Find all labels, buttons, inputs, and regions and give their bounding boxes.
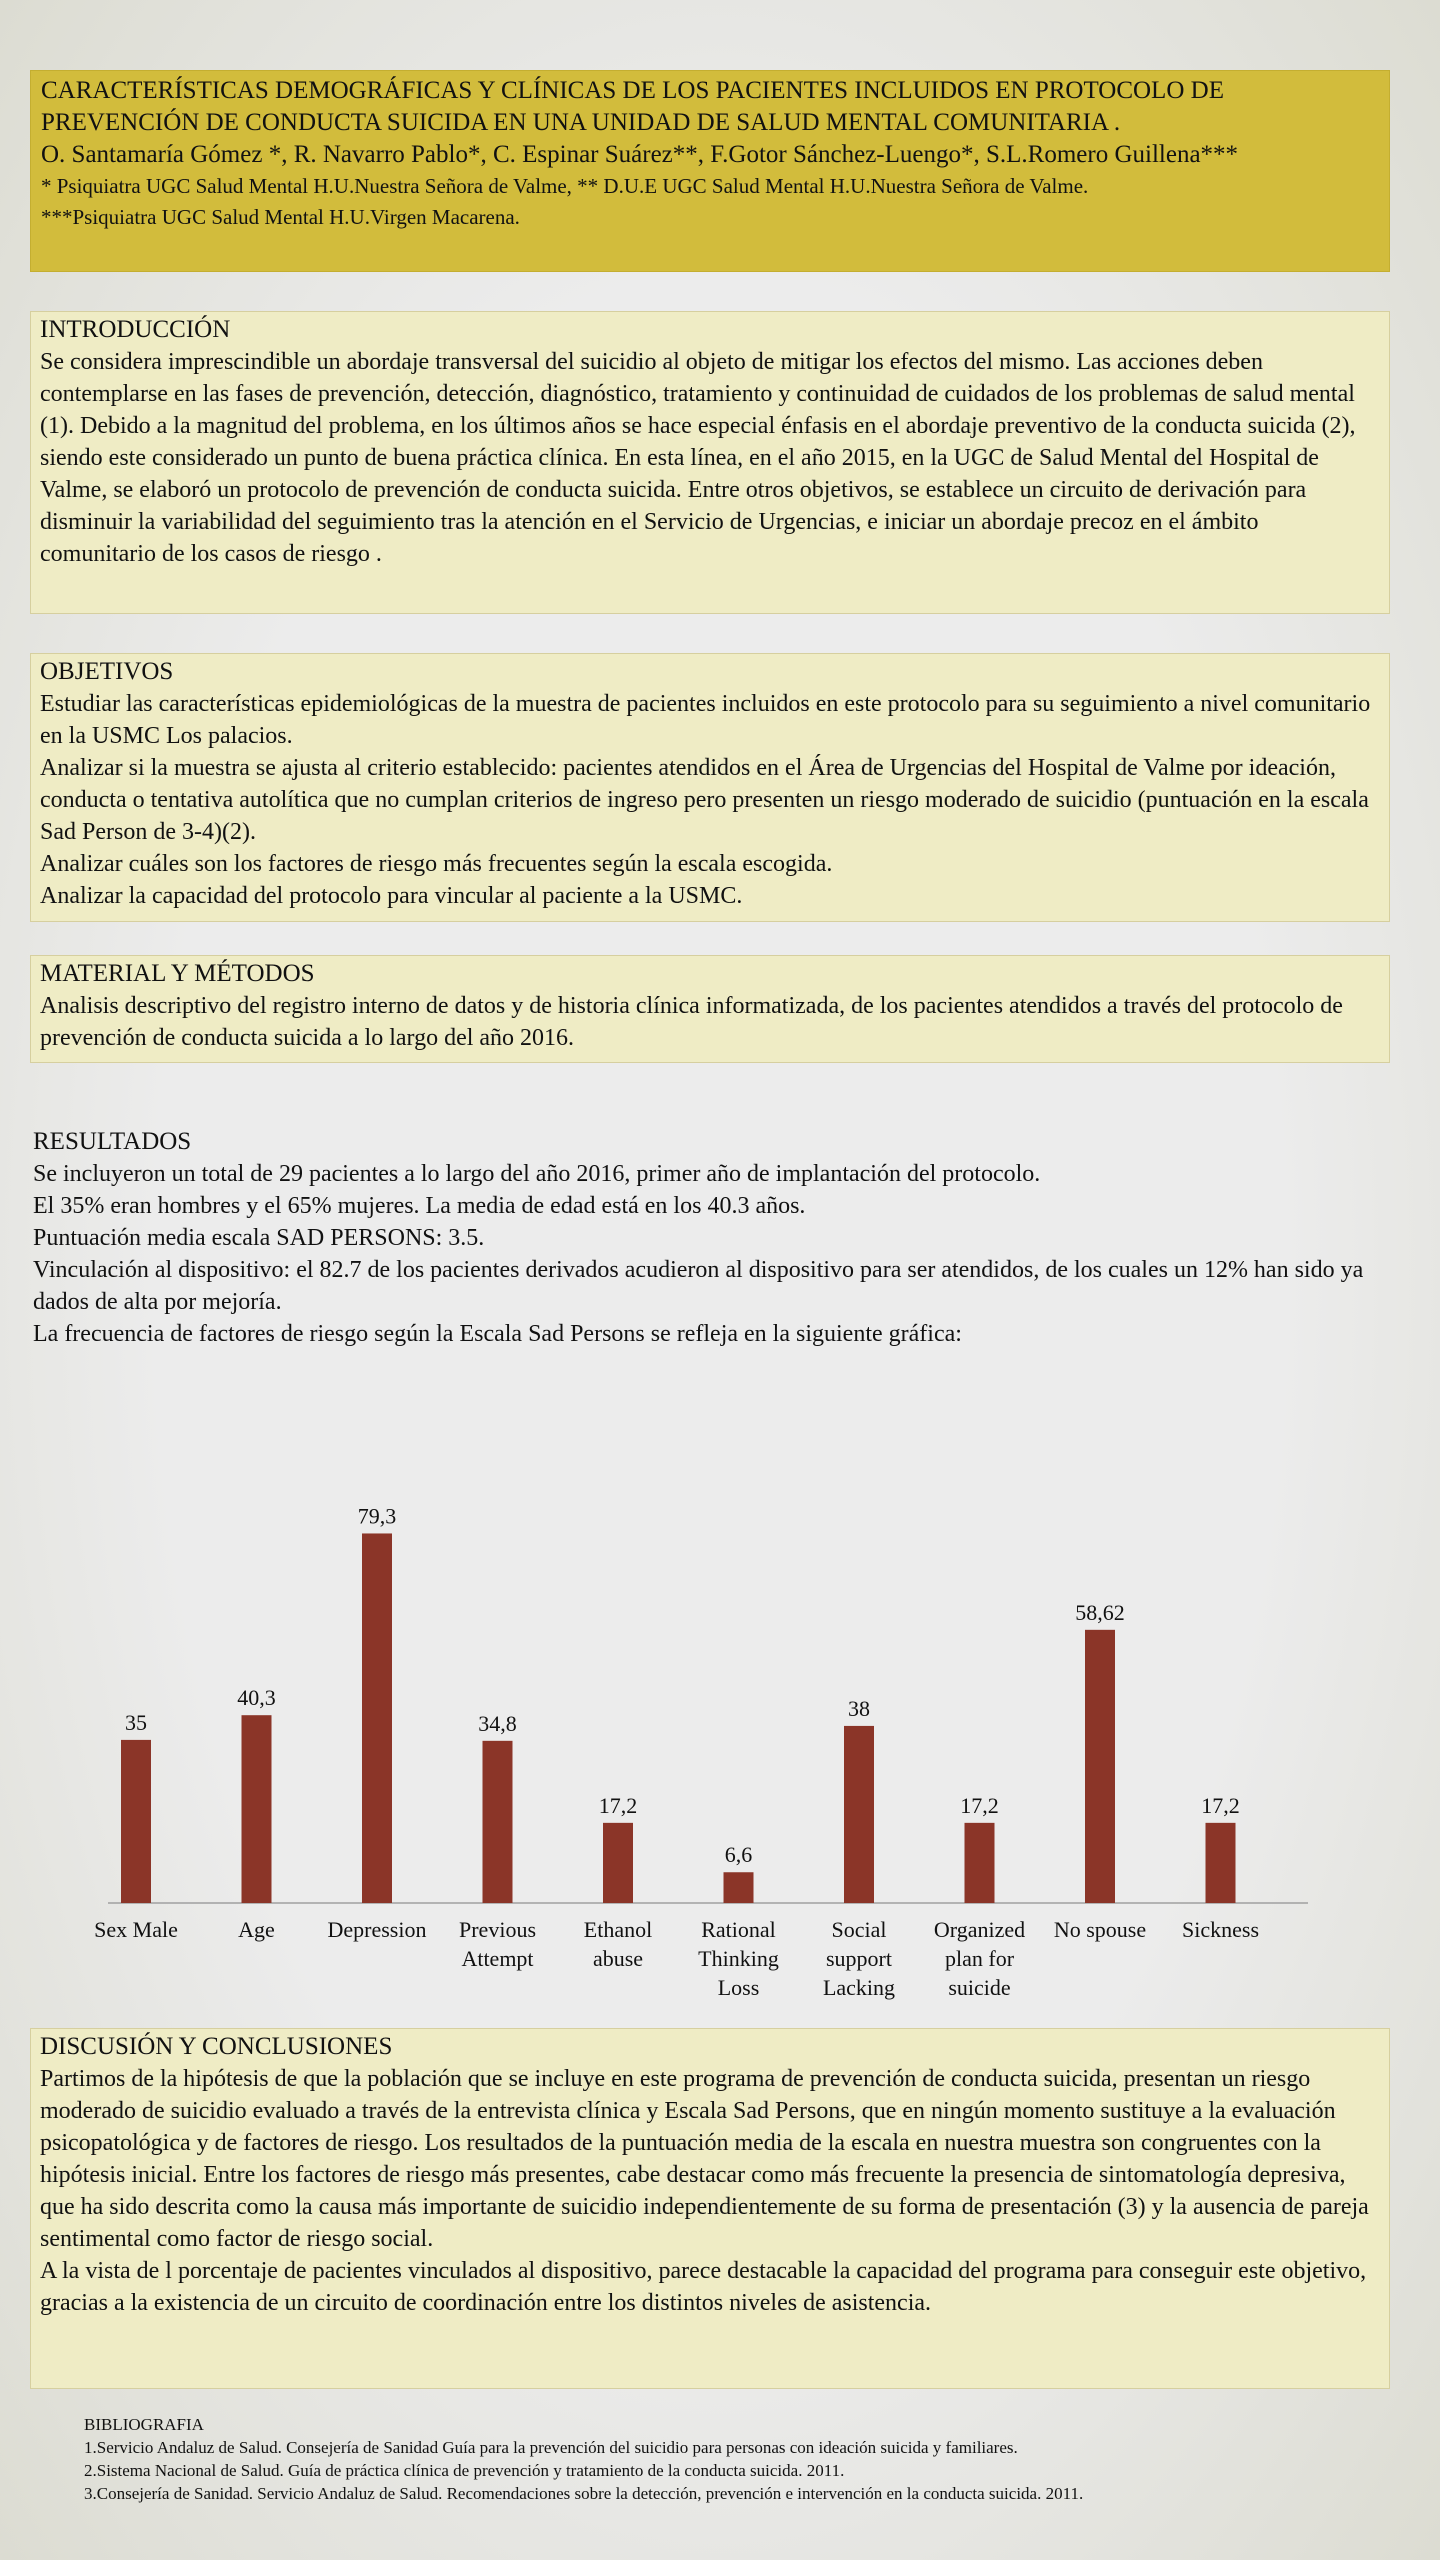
results-line: La frecuencia de factores de riesgo según la Escala Sad Persons se refleja en la siguiente gráfica: — [33, 1321, 962, 1347]
affiliation-2: ***Psiquiatra UGC Salud Mental H.U.Virgen Macarena. — [41, 205, 520, 229]
results-line: El 35% eran hombres y el 65% mujeres. La media de edad está en los 40.3 años. — [33, 1193, 806, 1219]
bar — [1085, 1630, 1115, 1903]
objectives-heading: OBJETIVOS — [40, 658, 174, 685]
data-label: 17,2 — [598, 1792, 638, 1818]
bar — [1206, 1823, 1236, 1903]
category-label: Sickness — [1182, 1917, 1259, 1942]
authors: O. Santamaría Gómez *, R. Navarro Pablo*, C. Espinar Suárez**, F.Gotor Sánchez-Luengo*, S.L.Romero Guillena*** — [41, 141, 1239, 168]
introduction-heading: INTRODUCCIÓN — [40, 316, 231, 343]
results-line: Vinculación al dispositivo: el 82.7 de los pacientes derivados acudieron al dispositivo para ser atendidos, de los cuales un 12% han sido ya dados de alta por mejoría. — [33, 1257, 1364, 1315]
objectives-section — [30, 653, 1390, 922]
bar — [603, 1823, 633, 1903]
bar — [483, 1741, 513, 1903]
objective-item: Analizar la capacidad del protocolo para vincular al paciente a la USMC. — [40, 883, 743, 909]
data-label: 35 — [125, 1709, 147, 1735]
discussion-heading: DISCUSIÓN Y CONCLUSIONES — [40, 2033, 393, 2060]
category-label: Depression — [327, 1917, 427, 1942]
data-label: 79,3 — [357, 1503, 397, 1529]
category-label: Rational Thinking Loss — [698, 1917, 779, 2000]
category-label: Sex Male — [94, 1917, 178, 1942]
poster-title: CARACTERÍSTICAS DEMOGRÁFICAS Y CLÍNICAS DE LOS PACIENTES INCLUIDOS EN PROTOCOLO DE PREVENCIÓN DE CONDUCTA SUICIDA EN UNA UNIDAD DE SALUD MENTAL COMUNITARIA . — [41, 77, 1224, 136]
category-label: Social support Lacking — [822, 1917, 896, 2000]
methods-text: Analisis descriptivo del registro interno de datos y de historia clínica informatizada, de los pacientes atendidos a través del protocolo de prevención de conducta suicida a lo largo del año 2016. — [40, 993, 1343, 1051]
category-label: No spouse — [1053, 1917, 1147, 1942]
results-line: Puntuación media escala SAD PERSONS: 3.5. — [33, 1225, 485, 1251]
discussion-paragraph-2: A la vista de l porcentaje de pacientes vinculados al dispositivo, parece destacable la capacidad del programa para conseguir este objetivo, gracias a la existencia de un circuito de coordinación entre los distintos niveles de asistencia. — [40, 2258, 1367, 2316]
results-line: Se incluyeron un total de 29 pacientes a lo largo del año 2016, primer año de implantación del protocolo. — [33, 1161, 1041, 1187]
category-label: Age — [238, 1917, 275, 1942]
discussion-section — [30, 2028, 1390, 2389]
methods-section — [30, 955, 1390, 1063]
bibliography-heading: BIBLIOGRAFIA — [84, 2415, 204, 2434]
bar — [121, 1740, 151, 1903]
data-label: 6,6 — [724, 1842, 753, 1868]
data-label: 34,8 — [478, 1710, 517, 1736]
data-label: 40,3 — [237, 1685, 276, 1711]
data-label: 38 — [848, 1695, 870, 1721]
data-label: 17,2 — [960, 1792, 999, 1818]
category-label: Organized plan for suicide — [933, 1917, 1026, 2000]
bar — [362, 1533, 392, 1903]
bar — [724, 1872, 754, 1903]
reference-item: 3.Consejería de Sanidad. Servicio Andaluz de Salud. Recomendaciones sobre la detección, prevención e intervención en la conducta suicida. 2011. — [84, 2484, 1084, 2503]
bar — [844, 1726, 874, 1903]
risk-factor-bar-chart — [0, 1440, 1440, 2030]
category-label: Previous Attempt — [459, 1917, 536, 1971]
data-label: 17,2 — [1201, 1792, 1240, 1818]
results-heading: RESULTADOS — [33, 1128, 192, 1155]
discussion-paragraph-1: Partimos de la hipótesis de que la población que se incluye en este programa de prevención de conducta suicida, presentan un riesgo moderado de suicidio evaluado a través de la entrevista clínica y Escala Sad Persons, que en ningún momento sustituye a la evaluación psicopatológica y de factores de riesgo. Los resultados de la puntuación media de la escala en nuestra muestra son congruentes con la hipótesis inicial. Entre los factores de riesgo más presentes, cabe destacar como más frecuente la presencia de sintomatología depresiva, que ha sido descrita como la causa más importante de suicidio independientemente de su forma de presentación (3) y la ausencia de pareja sentimental como factor de riesgo social. — [40, 2066, 1369, 2252]
introduction-section — [30, 311, 1390, 614]
bibliography — [84, 2413, 1384, 2505]
affiliation-1: * Psiquiatra UGC Salud Mental H.U.Nuestra Señora de Valme, ** D.U.E UGC Salud Mental H.U.Nuestra Señora de Valme. — [41, 174, 1089, 198]
reference-item: 2.Sistema Nacional de Salud. Guía de práctica clínica de prevención y tratamiento de la conducta suicida. 2011. — [84, 2461, 845, 2480]
introduction-text: Se considera imprescindible un abordaje transversal del suicidio al objeto de mitigar los efectos del mismo. Las acciones deben contemplarse en las fases de prevención, detección, diagnóstico, tratamiento y continuidad de cuidados de los problemas de salud mental (1). Debido a la magnitud del problema, en los últimos años se hace especial énfasis en el abordaje preventivo de la conducta suicida (2), siendo este considerado un punto de buena práctica clínica. En esta línea, en el año 2015, en la UGC de Salud Mental del Hospital de Valme, se elaboró un protocolo de prevención de conducta suicida. Entre otros objetivos, se establece un circuito de derivación para disminuir la variabilidad del seguimiento tras la atención en el Servicio de Urgencias, e iniciar un abordaje precoz en el ámbito comunitario de los casos de riesgo . — [40, 349, 1356, 567]
methods-heading: MATERIAL Y MÉTODOS — [40, 960, 315, 987]
objective-item: Analizar cuáles son los factores de riesgo más frecuentes según la escala escogida. — [40, 851, 833, 877]
bar — [242, 1715, 272, 1903]
category-label: Ethanol abuse — [583, 1917, 653, 1971]
objective-item: Analizar si la muestra se ajusta al criterio establecido: pacientes atendidos en el Área de Urgencias del Hospital de Valme por ideación, conducta o tentativa autolítica que no cumplan criterios de ingreso pero presenten un riesgo moderado de suicidio (puntuación en la escala Sad Person de 3-4)(2). — [40, 755, 1369, 845]
title-banner — [30, 70, 1390, 272]
bar — [965, 1823, 995, 1903]
objective-item: Estudiar las características epidemiológicas de la muestra de pacientes incluidos en este protocolo para su seguimiento a nivel comunitario en la USMC Los palacios. — [40, 691, 1371, 749]
data-label: 58,62 — [1075, 1599, 1125, 1625]
reference-item: 1.Servicio Andaluz de Salud. Consejería de Sanidad Guía para la prevención del suicidio para personas con ideación suicida y familiares. — [84, 2438, 1018, 2457]
results-section — [33, 1126, 1413, 1350]
